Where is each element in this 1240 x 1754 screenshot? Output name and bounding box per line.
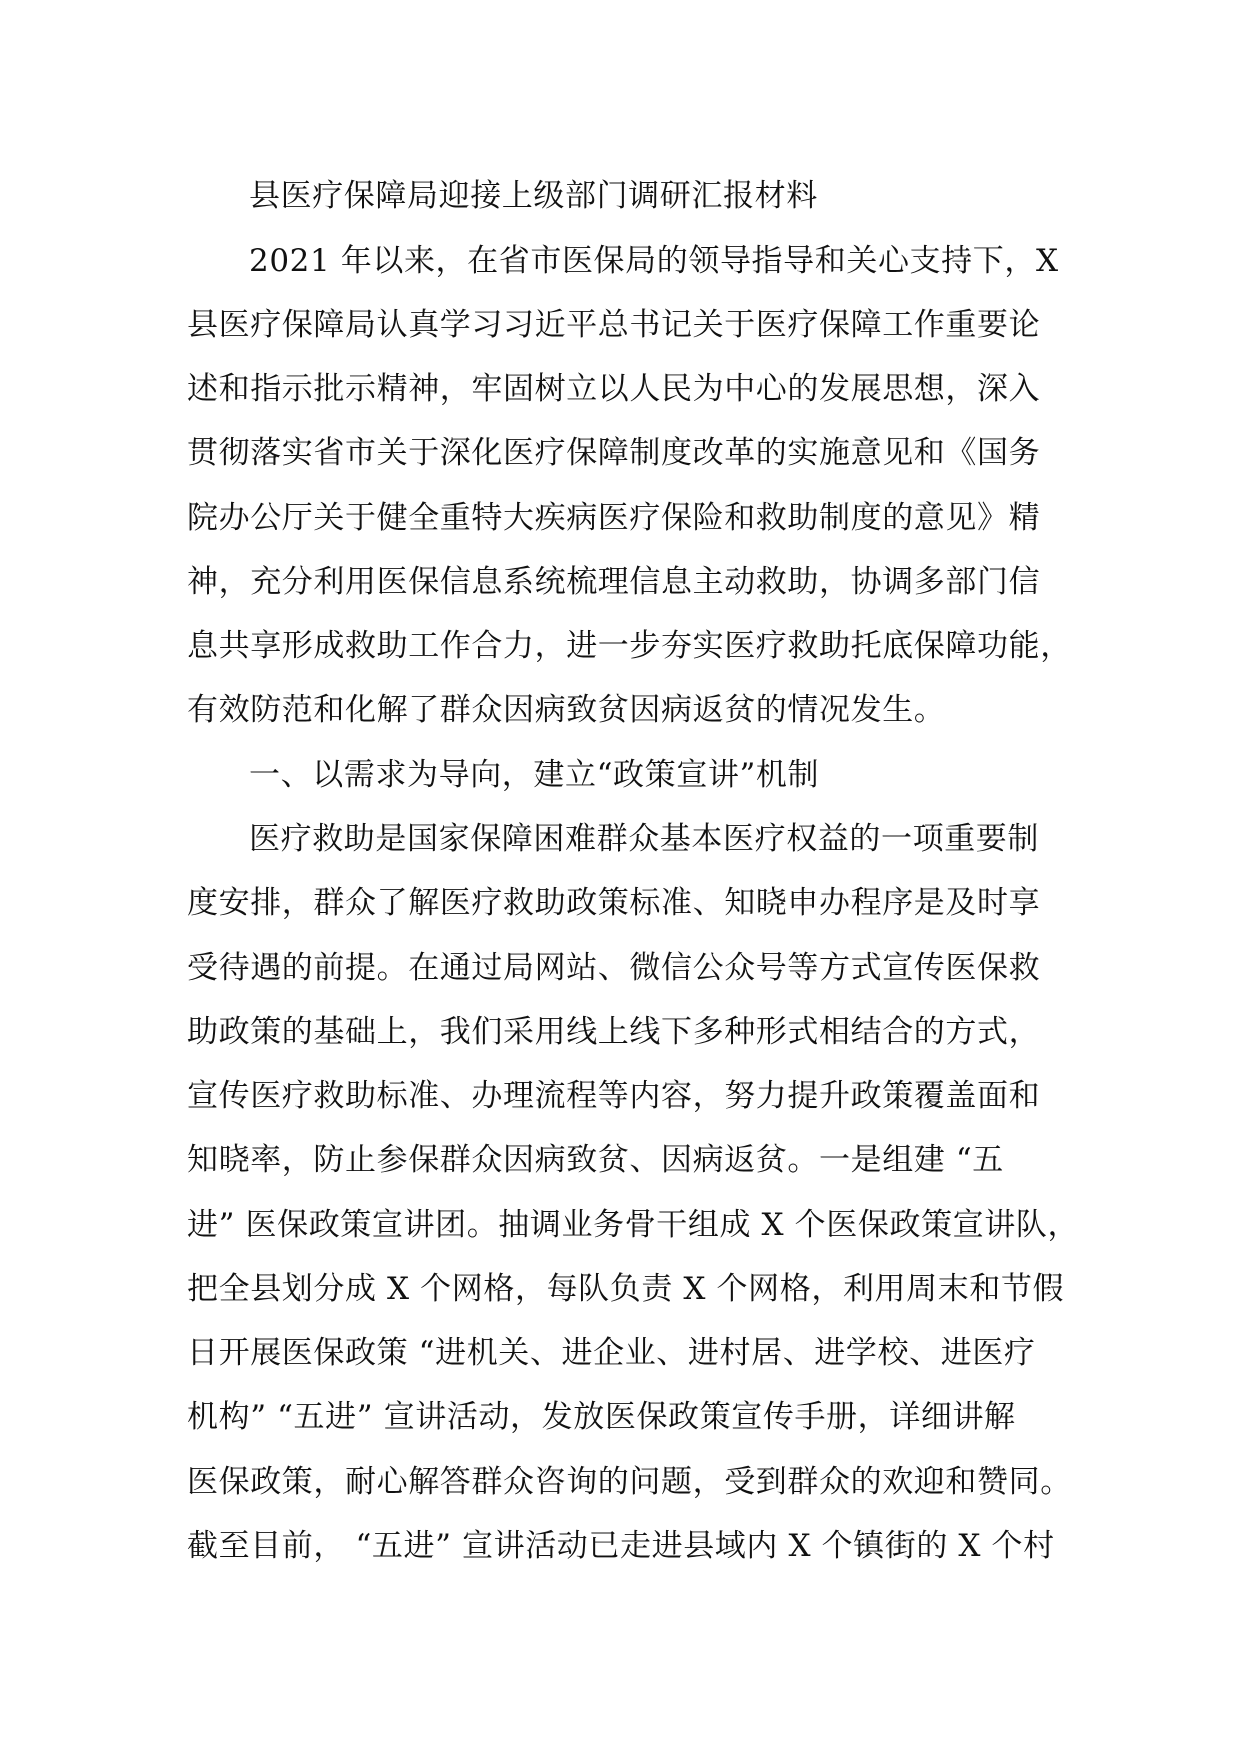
paragraph-line: 息共享形成救助工作合力，进一步夯实医疗救助托底保障功能， (187, 628, 1072, 664)
paragraph-line: 日开展医保政策 “进机关、进企业、进村居、进学校、进医疗 (187, 1335, 1036, 1371)
paragraph-line: 知晓率，防止参保群众因病致贫、因病返贫。一是组建 “五 (187, 1142, 1004, 1178)
paragraph-line: 进” 医保政策宣讲团。抽调业务骨干组成 X 个医保政策宣讲队， (187, 1207, 1080, 1243)
paragraph-line: 述和指示批示精神，牢固树立以人民为中心的发展思想，深入 (187, 371, 1041, 407)
paragraph-line: 医疗救助是国家保障困难群众基本医疗权益的一项重要制 (249, 821, 1039, 857)
paragraph-line: 县医疗保障局认真学习习近平总书记关于医疗保障工作重要论 (187, 307, 1041, 343)
paragraph-line: 助政策的基础上，我们采用线上线下多种形式相结合的方式， (187, 1014, 1041, 1050)
paragraph-line: 截至目前， “五进” 宣讲活动已走进县域内 X 个镇街的 X 个村 (187, 1528, 1055, 1564)
paragraph-line: 贯彻落实省市关于深化医疗保障制度改革的实施意见和《国务 (187, 435, 1041, 471)
paragraph-line: 把全县划分成 X 个网格，每队负责 X 个网格，利用周末和节假 (187, 1271, 1065, 1307)
section-heading: 一、以需求为导向，建立“政策宣讲”机制 (249, 757, 820, 793)
paragraph-line: 2021 年以来，在省市医保局的领导指导和关心支持下，X (249, 243, 1059, 279)
paragraph-line: 受待遇的前提。在通过局网站、微信公众号等方式宣传医保救 (187, 950, 1041, 986)
paragraph-line: 度安排，群众了解医疗救助政策标准、知晓申办程序是及时享 (187, 885, 1041, 921)
document-title: 县医疗保障局迎接上级部门调研汇报材料 (249, 178, 818, 214)
paragraph-line: 神，充分利用医保信息系统梳理信息主动救助，协调多部门信 (187, 564, 1041, 600)
paragraph-line: 有效防范和化解了群众因病致贫因病返贫的情况发生。 (187, 692, 946, 728)
paragraph-line: 宣传医疗救助标准、办理流程等内容，努力提升政策覆盖面和 (187, 1078, 1041, 1114)
paragraph-line: 医保政策，耐心解答群众咨询的问题，受到群众的欢迎和赞同。 (187, 1464, 1072, 1500)
paragraph-line: 机构” “五进” 宣讲活动，发放医保政策宣传手册，详细讲解 (187, 1399, 1016, 1435)
paragraph-line: 院办公厅关于健全重特大疾病医疗保险和救助制度的意见》精 (187, 500, 1041, 536)
